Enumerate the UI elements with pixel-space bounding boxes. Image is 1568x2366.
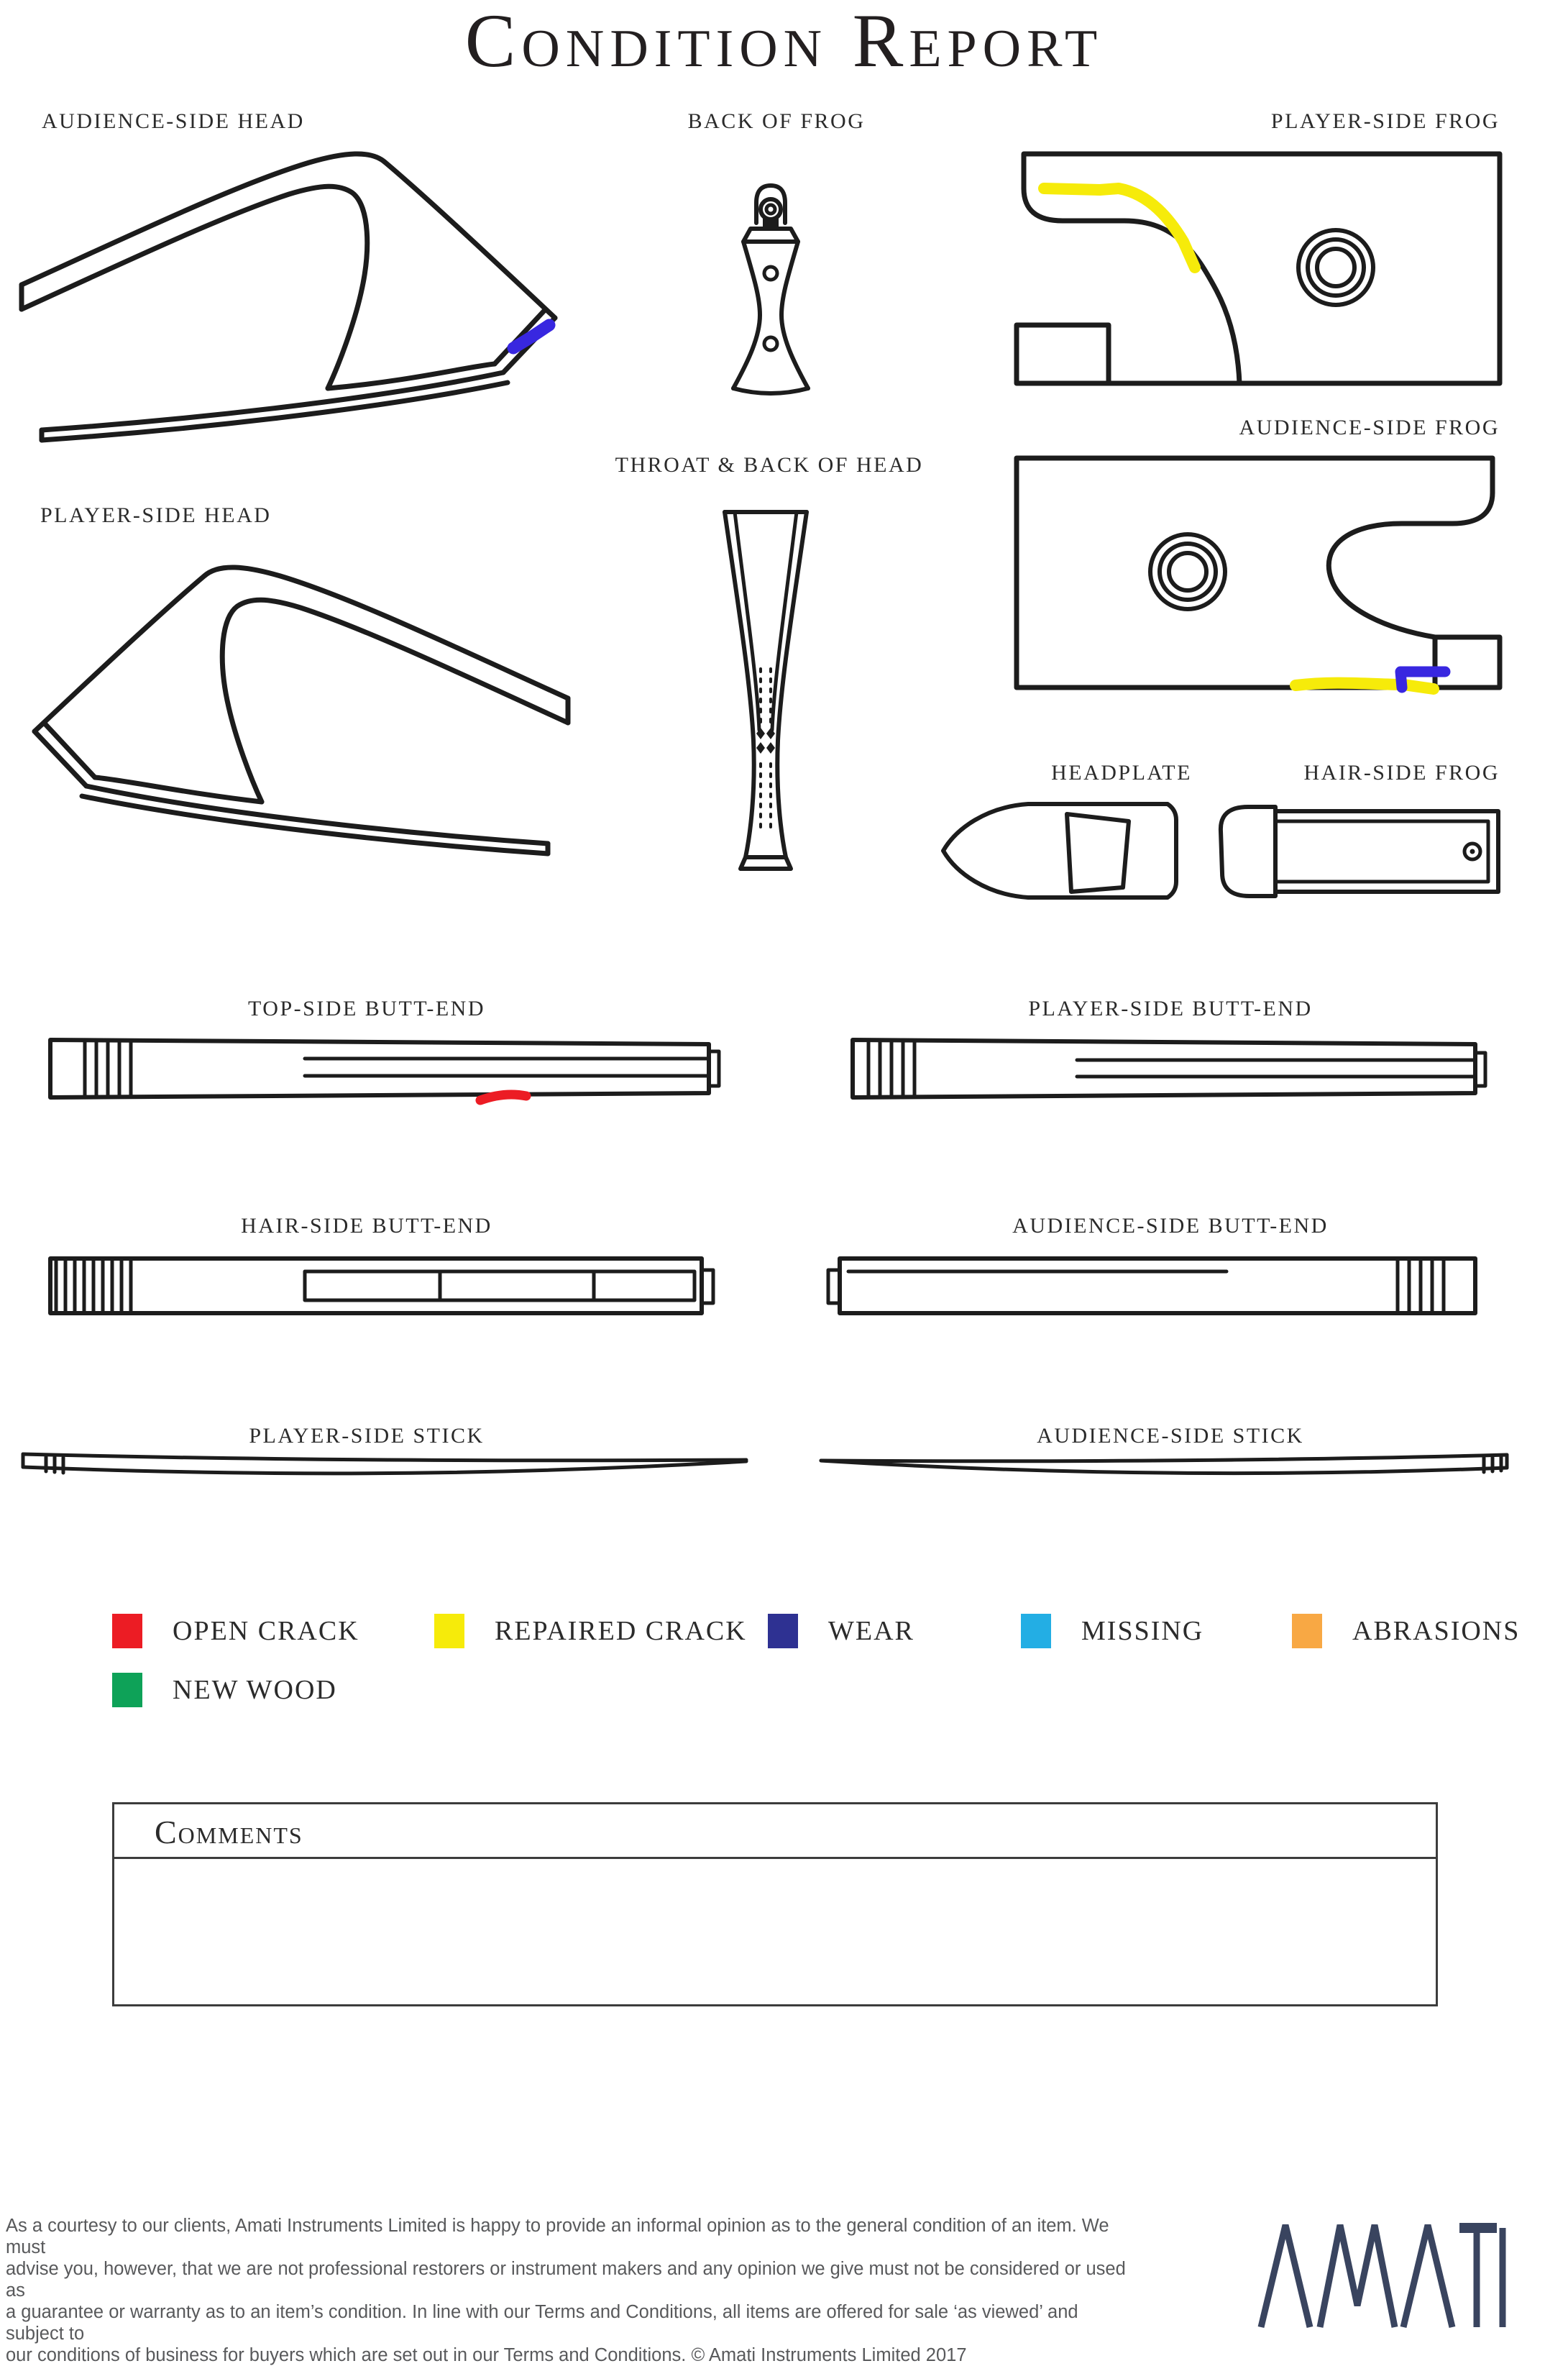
legend-label: NEW WOOD <box>173 1675 337 1705</box>
drawing-audience-side-head <box>22 154 555 440</box>
label-hair-side-frog: HAIR-SIDE FROG <box>1303 761 1500 785</box>
drawing-headplate <box>943 804 1176 897</box>
drawing-hair-side-frog <box>1221 807 1498 896</box>
drawing-throat-back-of-head <box>725 512 807 869</box>
comments-title: Comments <box>155 1814 303 1850</box>
drawing-audience-side-stick <box>821 1455 1507 1474</box>
amati-logo <box>1260 2219 1508 2327</box>
comments-header <box>114 1804 1436 1859</box>
label-top-side-butt-end: TOP-SIDE BUTT-END <box>247 997 486 1020</box>
drawing-back-of-frog <box>733 186 808 393</box>
drawing-player-side-butt-end <box>853 1040 1485 1097</box>
legend-label: REPAIRED CRACK <box>495 1616 747 1646</box>
repaired-crack-mark-player-frog <box>1044 188 1195 268</box>
legend-label: OPEN CRACK <box>173 1616 359 1646</box>
missing-swatch <box>1021 1614 1051 1648</box>
legend-label: MISSING <box>1081 1616 1204 1646</box>
label-player-side-stick: PLAYER-SIDE STICK <box>249 1424 485 1448</box>
disclaimer-line: our conditions of business for buyers which are set out in our Terms and Conditions. © Amati Instruments Limited 2017 <box>6 2345 967 2365</box>
legend-label: ABRASIONS <box>1352 1616 1521 1646</box>
disclaimer <box>6 2215 1127 2366</box>
label-back-of-frog: BACK OF FROG <box>687 109 866 133</box>
abrasions-swatch <box>1292 1614 1322 1648</box>
drawing-player-side-frog <box>1017 154 1500 383</box>
disclaimer-line: a guarantee or warranty as to an item’s condition. In line with our Terms and Conditions, all items are offered for sale ‘as viewed’ and subject to <box>6 2302 1078 2344</box>
drawing-player-side-head <box>35 567 568 854</box>
new-wood-swatch <box>112 1673 142 1707</box>
label-audience-side-frog: AUDIENCE-SIDE FROG <box>1239 416 1500 439</box>
page-title: Condition Report <box>464 0 1104 83</box>
label-audience-side-head: AUDIENCE-SIDE HEAD <box>42 109 305 133</box>
drawing-audience-side-frog <box>1017 458 1500 689</box>
comments-box <box>112 1802 1438 2006</box>
open-crack-mark-top-side-butt-end <box>480 1095 526 1100</box>
label-audience-side-stick: AUDIENCE-SIDE STICK <box>1037 1424 1304 1448</box>
label-throat-back-of-head: THROAT & BACK OF HEAD <box>615 453 924 477</box>
label-player-side-butt-end: PLAYER-SIDE BUTT-END <box>1028 997 1313 1020</box>
repaired-crack-swatch <box>434 1614 464 1648</box>
label-audience-side-butt-end: AUDIENCE-SIDE BUTT-END <box>1012 1214 1329 1238</box>
comments-body <box>114 1859 1436 2006</box>
label-headplate: HEADPLATE <box>1051 761 1192 785</box>
drawing-player-side-stick <box>23 1454 746 1474</box>
wear-swatch <box>768 1614 798 1648</box>
label-hair-side-butt-end: HAIR-SIDE BUTT-END <box>241 1214 492 1238</box>
drawing-audience-side-butt-end <box>828 1259 1475 1313</box>
drawing-hair-side-butt-end <box>50 1259 713 1313</box>
legend-label: WEAR <box>828 1616 914 1646</box>
repaired-crack-mark-audience-frog <box>1296 683 1434 689</box>
label-player-side-frog: PLAYER-SIDE FROG <box>1270 109 1500 133</box>
disclaimer-line: As a courtesy to our clients, Amati Instruments Limited is happy to provide an informal opinion as to the general condition of an item. We must <box>6 2216 1109 2257</box>
open-crack-swatch <box>112 1614 142 1648</box>
drawing-top-side-butt-end <box>50 1040 719 1100</box>
label-player-side-head: PLAYER-SIDE HEAD <box>40 503 272 527</box>
disclaimer-line: advise you, however, that we are not professional restorers or instrument makers and any opinion we give must not be considered or used as <box>6 2259 1126 2301</box>
